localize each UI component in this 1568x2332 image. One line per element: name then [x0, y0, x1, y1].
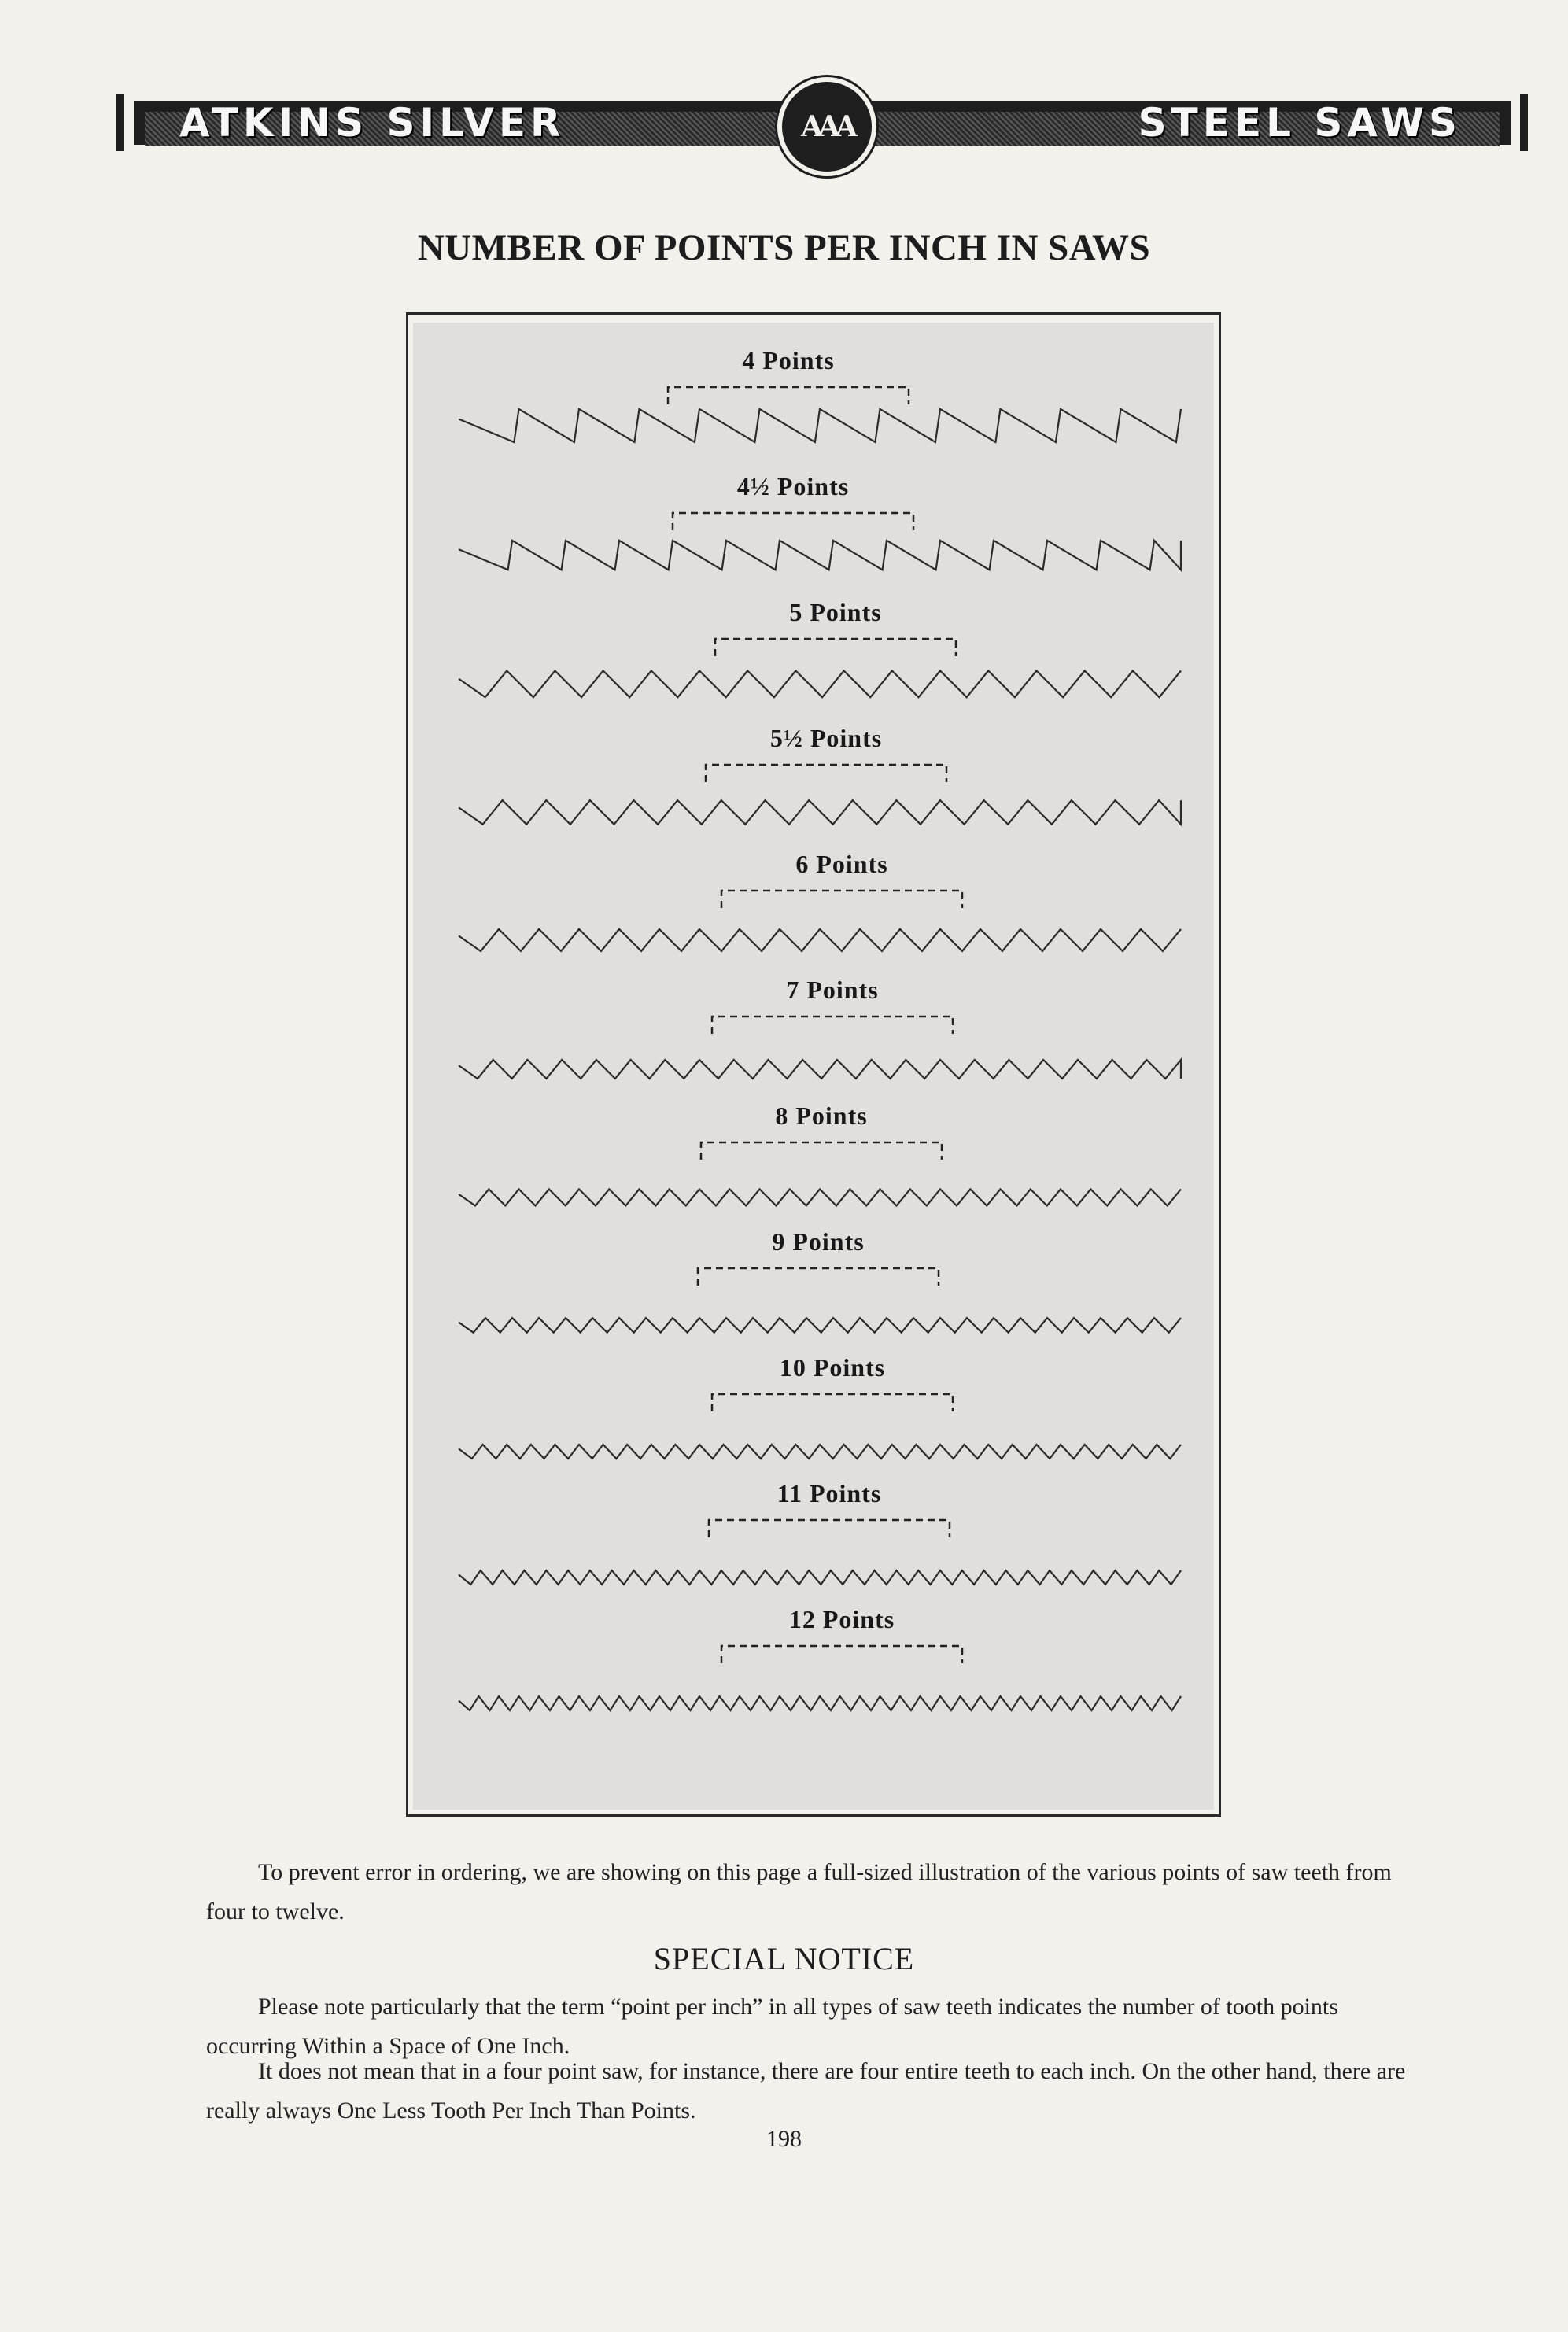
one-inch-bracket [698, 1268, 939, 1286]
one-inch-bracket [715, 639, 956, 656]
one-inch-bracket [721, 891, 962, 908]
saw-points-label: 5½ Points [769, 724, 883, 752]
page-number: 198 [766, 2126, 802, 2152]
saw-teeth-row [459, 1189, 1181, 1205]
saw-points-label: 9 Points [772, 1227, 865, 1256]
one-inch-bracket [706, 765, 946, 782]
intro-paragraph [206, 1853, 1430, 1932]
saw-points-label: 12 Points [788, 1605, 895, 1633]
one-inch-bracket [709, 1520, 950, 1537]
saw-teeth-row [459, 800, 1181, 825]
saw-points-label: 11 Points [777, 1479, 882, 1507]
saw-points-label: 4½ Points [736, 472, 850, 500]
saw-teeth-row [459, 409, 1181, 442]
saw-points-label: 7 Points [786, 976, 879, 1004]
saw-teeth-row [459, 1696, 1181, 1710]
banner-left-cap [116, 94, 124, 151]
emblem-logo [777, 77, 876, 176]
one-inch-bracket [712, 1394, 953, 1411]
saw-points-label: 5 Points [789, 598, 882, 626]
saw-points-label: 10 Points [779, 1353, 886, 1382]
special-notice-heading: SPECIAL NOTICE [653, 1941, 915, 1976]
saw-points-label: 4 Points [742, 346, 835, 375]
saw-teeth-row [459, 1445, 1181, 1459]
saw-points-label: 8 Points [775, 1101, 868, 1130]
emblem-monogram: AAA [801, 110, 853, 143]
one-inch-bracket [721, 1646, 962, 1663]
saw-teeth-plate [406, 312, 1221, 1817]
banner-left-text: ATKINS SILVER [179, 100, 566, 146]
page-title: NUMBER OF POINTS PER INCH IN SAWS [417, 227, 1151, 268]
saw-teeth-row [459, 541, 1181, 570]
banner-right-cap [1520, 94, 1528, 151]
notice-text-1: Please note particularly that the term “point per inch” in all types of saw teeth indicates the number of tooth points occurring Within a Space of One Inch. [206, 1994, 1338, 2059]
saw-teeth-row [459, 671, 1181, 698]
saw-teeth-row [459, 1318, 1181, 1333]
one-inch-bracket [701, 1142, 942, 1160]
one-inch-bracket [712, 1017, 953, 1034]
saw-teeth-row [459, 1060, 1181, 1079]
saw-teeth-row [459, 929, 1181, 951]
one-inch-bracket [668, 387, 909, 404]
plate-photo [413, 323, 1214, 1810]
intro-text: To prevent error in ordering, we are showing on this page a full-sized illustration of the various points of saw teeth from four to twelve. [206, 1859, 1392, 1924]
saw-teeth-illustration [413, 323, 1214, 1810]
notice-text-2: It does not mean that in a four point saw, for instance, there are four entire teeth to each inch. On the other hand, there are really always One Less Tooth Per Inch Than Points. [206, 2058, 1406, 2124]
banner-right-text: STEEL SAWS [1138, 100, 1462, 146]
notice-paragraph-2 [206, 2052, 1430, 2131]
one-inch-bracket [673, 513, 913, 530]
saw-teeth-row [459, 1570, 1181, 1585]
header-banner [134, 94, 1511, 151]
saw-points-label: 6 Points [795, 850, 888, 878]
